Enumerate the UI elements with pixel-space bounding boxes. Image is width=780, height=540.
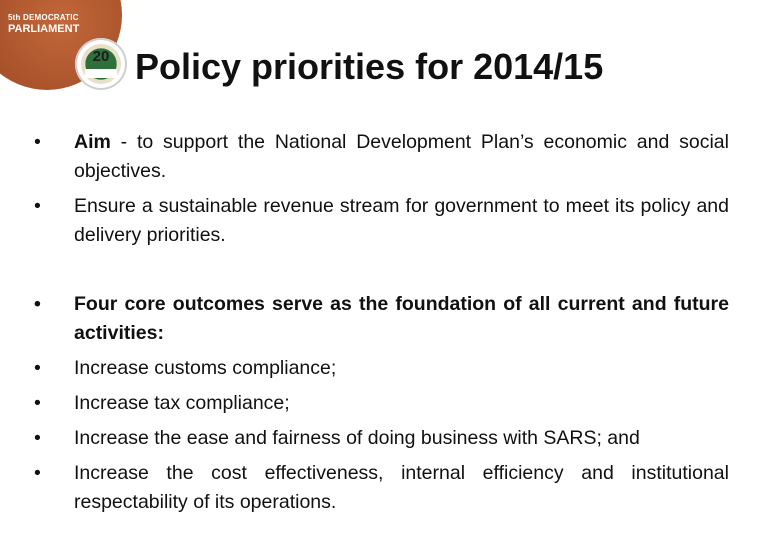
- bullet-text: Increase the cost effectiveness, internal efficiency and institutional respectability of its operations.: [74, 462, 729, 513]
- seal-number: 20: [92, 48, 110, 65]
- bullet-item: [34, 424, 729, 453]
- logo-line-2: PARLIAMENT: [8, 23, 80, 35]
- logo-text: [8, 14, 79, 35]
- seal-band: [85, 69, 117, 78]
- bullet-item-heading: [34, 290, 729, 348]
- bullet-text: Increase customs compliance;: [74, 357, 337, 379]
- bullet-text: Ensure a sustainable revenue stream for government to meet its policy and delivery priorities.: [74, 195, 729, 246]
- bullet-text: Increase the ease and fairness of doing business with SARS; and: [74, 427, 640, 449]
- anniversary-seal: [75, 38, 127, 90]
- bullet-bold-prefix: Aim: [74, 131, 111, 153]
- bullet-text: Increase tax compliance;: [74, 392, 290, 414]
- bullet-item: [34, 128, 729, 186]
- bullet-text: Four core outcomes serve as the foundation of all current and future activities:: [74, 293, 729, 344]
- bullet-item: [34, 459, 729, 517]
- logo-line-1: 5th DEMOCRATIC: [8, 13, 79, 22]
- bullet-text: - to support the National Development Plan’s economic and social objectives.: [74, 131, 729, 182]
- bullet-item: [34, 354, 729, 383]
- bullet-item: [34, 192, 729, 250]
- slide-title: Policy priorities for 2014/15: [135, 46, 604, 87]
- parliament-logo: [0, 0, 140, 115]
- bullet-item: [34, 389, 729, 418]
- bullet-list: [34, 128, 729, 517]
